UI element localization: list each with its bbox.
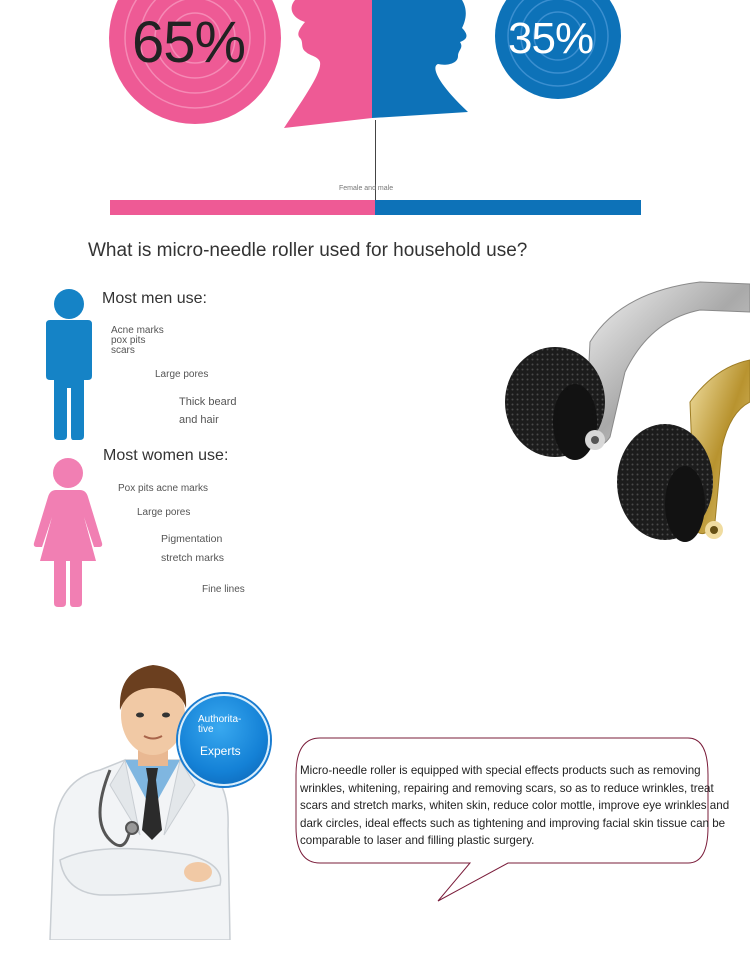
female-head-icon: [284, 0, 372, 128]
women-item-large-pores: Large pores: [137, 507, 191, 518]
badge-line-2: tive: [198, 724, 214, 735]
men-item-pox-pits: pox pits: [111, 335, 146, 346]
men-item-and-hair: and hair: [179, 414, 219, 426]
men-item-large-pores: Large pores: [155, 369, 209, 380]
women-item-pigmentation: Pigmentation: [161, 533, 223, 545]
women-use-title: Most women use:: [103, 447, 229, 464]
men-use-title: Most men use:: [102, 290, 207, 307]
male-percent: 35%: [508, 14, 594, 63]
female-ratio-bar: [110, 200, 375, 215]
ratio-bar-label: Female and male: [339, 185, 394, 192]
male-head-icon: [372, 0, 468, 118]
women-item-stretch-marks: stretch marks: [161, 552, 225, 564]
women-item-fine-lines: Fine lines: [202, 584, 245, 595]
man-figure-icon: [38, 288, 102, 442]
badge-line-3: Experts: [200, 744, 241, 758]
authoritative-experts-badge: [178, 694, 270, 786]
men-item-acne-marks: Acne marks: [111, 325, 164, 336]
gender-stats-graphic: [0, 0, 750, 140]
male-ratio-bar: [375, 200, 641, 215]
female-percent: 65%: [132, 10, 246, 75]
woman-figure-icon: [32, 457, 104, 609]
men-item-scars: scars: [111, 345, 135, 356]
derma-roller-image: [500, 272, 750, 572]
product-description: Micro-needle roller is equipped with special effects products such as removing wrinkles, whitening, repairing and removing scars, so as to reduce wrinkles, treat scars and stretch marks, whiten skin, reduce color mottle, improve eye wrinkles and dark circles, ideal effects such as tightening and improving facial skin tissue can be comparable to laser and filling plastic surgery.: [300, 764, 730, 847]
men-item-thick-beard: Thick beard: [179, 396, 237, 408]
badge-line-1: Authorita-: [198, 714, 242, 725]
badge-text: [198, 715, 241, 735]
usage-question: What is micro-needle roller used for household use?: [88, 240, 528, 261]
women-item-pox-pits-acne: Pox pits acne marks: [118, 483, 209, 494]
